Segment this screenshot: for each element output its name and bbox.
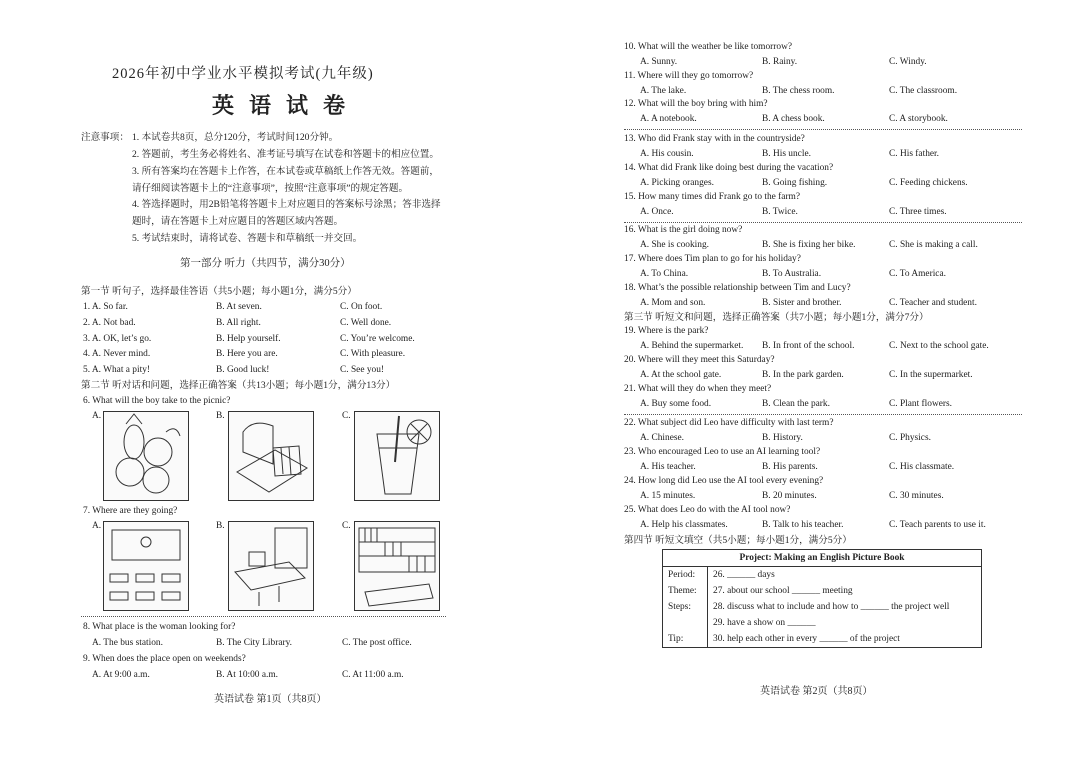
notice-line: 1. 本试卷共8页，总分120分，考试时间120分钟。	[132, 132, 339, 143]
option-a: A. Behind the supermarket.	[640, 341, 744, 351]
option-a: 2. A. Not bad.	[83, 318, 136, 328]
option-label: B.	[216, 411, 225, 421]
option-c: C. Plant flowers.	[889, 399, 953, 409]
option-b: B. Good luck!	[216, 365, 270, 375]
option-c: C. Teacher and student.	[889, 298, 977, 308]
option-c: C. On foot.	[340, 302, 383, 312]
row-content: 30. help each other in every ______ of the project	[713, 634, 900, 644]
option-a: A. His teacher.	[640, 462, 696, 472]
section1-title: 第一节 听句子，选择最佳答语（共5小题；每小题1分，满分5分）	[81, 286, 357, 297]
notice-label: 注意事项：	[81, 132, 129, 143]
option-a: A. The bus station.	[92, 638, 163, 648]
row-content: 26. ______ days	[713, 570, 775, 580]
question-17: 17. Where does Tim plan to go for his holiday?	[624, 254, 801, 264]
divider	[624, 414, 1022, 415]
option-b: B. To Australia.	[762, 269, 822, 279]
question-11: 11. Where will they go tomorrow?	[624, 71, 754, 81]
option-c: C. Three times.	[889, 207, 947, 217]
page-footer: 英语试卷 第1页（共8页）	[214, 694, 327, 705]
section3-title: 第三节 听短文和问题，选择正确答案（共7小题；每小题1分，满分7分）	[624, 312, 929, 323]
row-content: 28. discuss what to include and how to ______ the project well	[713, 602, 950, 612]
option-a: 4. A. Never mind.	[83, 349, 151, 359]
option-label: B.	[216, 521, 225, 531]
question-12: 12. What will the boy bring with him?	[624, 99, 768, 109]
option-c: C. The classroom.	[889, 86, 958, 96]
option-label: C.	[342, 521, 351, 531]
option-b: B. All right.	[216, 318, 261, 328]
notice-line: 5. 考试结束时，请将试卷、答题卡和草稿纸一并交回。	[132, 233, 363, 244]
option-b: B. The chess room.	[762, 86, 835, 96]
option-b: B. Sister and brother.	[762, 298, 842, 308]
page-footer: 英语试卷 第2页（共8页）	[760, 686, 873, 697]
option-b: B. At seven.	[216, 302, 262, 312]
option-a: A. Picking oranges.	[640, 178, 714, 188]
option-a: 5. A. What a pity!	[83, 365, 151, 375]
divider	[624, 129, 1022, 130]
notice-line: 3. 所有答案均在答题卡上作答，在本试卷或草稿纸上作答无效。答题前，	[132, 166, 439, 177]
row-content: 29. have a show on ______	[713, 618, 816, 628]
question-6: 6. What will the boy take to the picnic?	[83, 396, 231, 406]
option-a: A. Help his classmates.	[640, 520, 728, 530]
option-c: C. You’re welcome.	[340, 334, 415, 344]
option-c: C. At 11:00 a.m.	[342, 670, 404, 680]
option-b: B. Talk to his teacher.	[762, 520, 844, 530]
row-label	[663, 615, 708, 631]
option-a: A. Mom and son.	[640, 298, 706, 308]
option-b: B. Twice.	[762, 207, 798, 217]
option-c: C. See you!	[340, 365, 385, 375]
option-a: A. A notebook.	[640, 114, 697, 124]
option-c: C. Windy.	[889, 57, 927, 67]
question-24: 24. How long did Leo use the AI tool every evening?	[624, 476, 824, 486]
option-a: A. The lake.	[640, 86, 687, 96]
option-b: B. Rainy.	[762, 57, 798, 67]
option-a: A. Once.	[640, 207, 674, 217]
option-b: B. History.	[762, 433, 803, 443]
option-b: B. Clean the park.	[762, 399, 830, 409]
notice-line: 2. 答题前，考生务必将姓名、准考证号填写在试卷和答题卡的相应位置。	[132, 149, 439, 160]
option-c: C. Well done.	[340, 318, 392, 328]
question-25: 25. What does Leo do with the AI tool now?	[624, 505, 791, 515]
office-picture	[228, 521, 314, 611]
row-label: Theme:	[663, 583, 708, 599]
question-18: 18. What’s the possible relationship between Tim and Lucy?	[624, 283, 851, 293]
option-label: C.	[342, 411, 351, 421]
option-c: C. Physics.	[889, 433, 931, 443]
question-13: 13. Who did Frank stay with in the countryside?	[624, 134, 805, 144]
option-c: C. Feeding chickens.	[889, 178, 968, 188]
question-22: 22. What subject did Leo have difficulty with last term?	[624, 418, 834, 428]
question-23: 23. Who encouraged Leo to use an AI learning tool?	[624, 447, 821, 457]
table-title: Project: Making an English Picture Book	[663, 550, 982, 567]
question-14: 14. What did Frank like doing best during the vacation?	[624, 163, 834, 173]
option-b: B. 20 minutes.	[762, 491, 817, 501]
question-9: 9. When does the place open on weekends?	[83, 654, 246, 664]
option-c: C. Teach parents to use it.	[889, 520, 986, 530]
option-a: A. To China.	[640, 269, 689, 279]
option-b: B. In front of the school.	[762, 341, 855, 351]
question-21: 21. What will they do when they meet?	[624, 384, 772, 394]
option-a: 3. A. OK, let’s go.	[83, 334, 152, 344]
option-c: C. His classmate.	[889, 462, 955, 472]
option-a: A. At 9:00 a.m.	[92, 670, 150, 680]
option-a: A. Sunny.	[640, 57, 678, 67]
option-b: B. At 10:00 a.m.	[216, 670, 278, 680]
section2-title: 第二节 听对话和问题，选择正确答案（共13小题；每小题1分，满分13分）	[81, 380, 396, 391]
option-b: B. Going fishing.	[762, 178, 828, 188]
option-a: A. 15 minutes.	[640, 491, 696, 501]
option-b: B. In the park garden.	[762, 370, 844, 380]
option-b: B. Help yourself.	[216, 334, 281, 344]
option-c: C. 30 minutes.	[889, 491, 944, 501]
question-7: 7. Where are they going?	[83, 506, 178, 516]
option-b: B. She is fixing her bike.	[762, 240, 856, 250]
question-16: 16. What is the girl doing now?	[624, 225, 743, 235]
option-c: C. The post office.	[342, 638, 412, 648]
option-b: B. A chess book.	[762, 114, 825, 124]
option-label: A.	[92, 411, 102, 421]
bread-picture	[228, 411, 314, 501]
library-picture	[354, 521, 440, 611]
notice-line: 题时，请在答题卡上对应题目的答题区域内答题。	[132, 216, 344, 227]
option-a: A. Buy some food.	[640, 399, 712, 409]
divider	[81, 616, 446, 617]
question-20: 20. Where will they meet this Saturday?	[624, 355, 775, 365]
question-8: 8. What place is the woman looking for?	[83, 622, 236, 632]
option-c: C. She is making a call.	[889, 240, 978, 250]
option-a: A. His cousin.	[640, 149, 694, 159]
option-c: C. In the supermarket.	[889, 370, 973, 380]
row-content: 27. about our school ______ meeting	[713, 586, 853, 596]
option-a: A. She is cooking.	[640, 240, 710, 250]
option-b: B. His uncle.	[762, 149, 811, 159]
fruit-picture	[103, 411, 189, 501]
notice-line: 请仔细阅读答题卡上的“注意事项”，按照“注意事项”的规定答题。	[132, 183, 409, 194]
option-b: B. Here you are.	[216, 349, 278, 359]
part1-title: 第一部分 听力（共四节，满分30分）	[180, 258, 351, 269]
option-b: B. The City Library.	[216, 638, 293, 648]
option-c: C. With pleasure.	[340, 349, 406, 359]
juice-picture	[354, 411, 440, 501]
notice-line: 4. 答选择题时，用2B铅笔将答题卡上对应题目的答案标号涂黑；答非选择	[132, 199, 441, 210]
question-15: 15. How many times did Frank go to the farm?	[624, 192, 801, 202]
project-table	[662, 549, 982, 648]
option-b: B. His parents.	[762, 462, 818, 472]
row-label: Period:	[663, 567, 708, 584]
exam-subject-title: 英语试卷	[212, 93, 361, 118]
option-c: C. A storybook.	[889, 114, 948, 124]
classroom-picture	[103, 521, 189, 611]
question-10: 10. What will the weather be like tomorrow?	[624, 42, 793, 52]
divider	[624, 222, 1022, 223]
option-label: A.	[92, 521, 102, 531]
option-a: A. Chinese.	[640, 433, 685, 443]
option-c: C. Next to the school gate.	[889, 341, 989, 351]
row-label: Tip:	[663, 631, 708, 648]
option-a: 1. A. So far.	[83, 302, 128, 312]
option-c: C. His father.	[889, 149, 939, 159]
exam-title: 2026年初中学业水平模拟考试(九年级)	[112, 66, 374, 82]
question-19: 19. Where is the park?	[624, 326, 709, 336]
section4-title: 第四节 听短文填空（共5小题；每小题1分，满分5分）	[624, 535, 852, 546]
option-a: A. At the school gate.	[640, 370, 722, 380]
row-label: Steps:	[663, 599, 708, 615]
option-c: C. To America.	[889, 269, 946, 279]
